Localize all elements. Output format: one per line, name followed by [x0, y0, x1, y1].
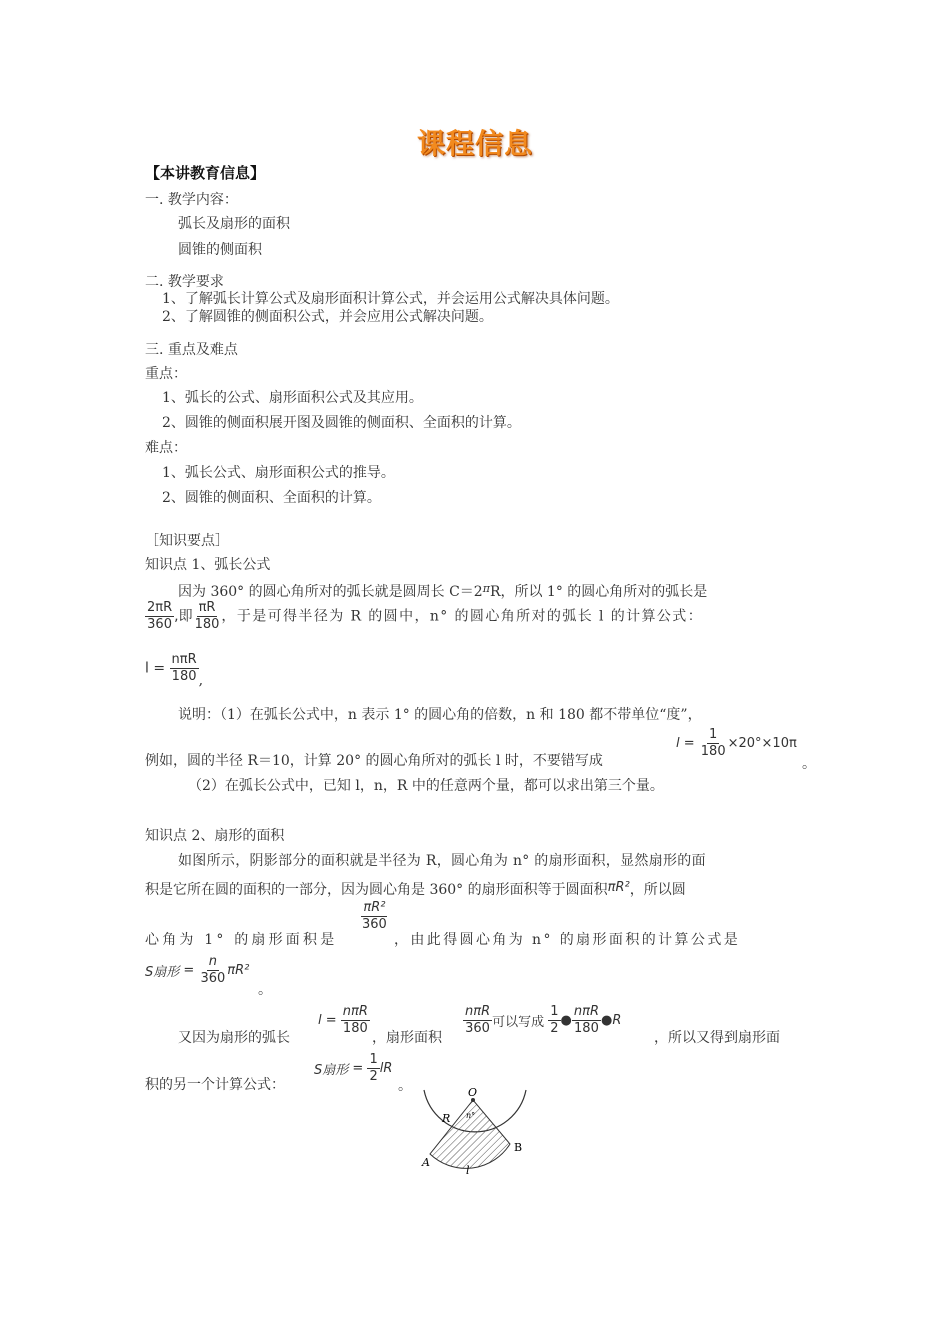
key-points-head: 三. 重点及难点 — [145, 342, 238, 358]
numerator: nπR — [171, 652, 197, 667]
wrong-formula — [676, 727, 797, 760]
fraction-pir-180 — [193, 600, 222, 633]
fraction — [360, 900, 389, 933]
fraction-half — [548, 1004, 560, 1037]
k2-paragraph: 心角为 1° 的扇形面积是 — [145, 932, 338, 948]
k1-paragraph — [178, 579, 707, 602]
separator: ,即 — [174, 608, 193, 625]
k1-formula-line — [145, 600, 703, 633]
teaching-content-head: 一. 教学内容： — [145, 192, 238, 208]
denominator: 180 — [194, 617, 220, 632]
period: 。 — [802, 756, 816, 772]
period: 。 — [398, 1078, 412, 1094]
fraction-pir2-360 — [360, 900, 389, 933]
equals: = — [183, 963, 195, 978]
numerator: nπR — [465, 1004, 491, 1019]
section-header: 【本讲教育信息】 — [145, 164, 266, 182]
requirements-head: 二. 教学要求 — [145, 274, 224, 290]
k1-text: ，于是可得半径为 R 的圆中，n° 的圆心角所对的弧长 l 的计算公式： — [221, 608, 704, 625]
denominator: 2 — [550, 1021, 559, 1036]
formula-lhs: l = — [318, 1013, 337, 1028]
k2-paragraph: 积的另一个计算公式： — [145, 1077, 285, 1093]
pi-symbol: π — [482, 582, 490, 595]
k2-paragraph: ，所以又得到扇形面 — [654, 1030, 780, 1046]
k2-paragraph: ，由此得圆心角为 n° 的扇形面积的计算公式是 — [394, 932, 741, 948]
numerator: 1 — [550, 1004, 559, 1019]
numerator: nπR — [573, 1004, 599, 1019]
arc-length-formula — [145, 652, 203, 691]
fraction — [463, 1004, 492, 1037]
k2-text: 积是它所在圆的面积的一部分，因为圆心角是 360° 的扇形面积等于圆面积 — [145, 882, 608, 898]
label-o: O — [468, 1086, 478, 1099]
numerator: πR² — [363, 900, 386, 915]
comma: , — [198, 672, 204, 689]
k1-note: 例如，圆的半径 R＝10，计算 20° 的圆心角所对的弧长 l 时，不要错写成 — [145, 753, 603, 769]
denominator: 180 — [171, 669, 197, 684]
k1-note: 说明：（1）在弧长公式中，n 表示 1° 的圆心角的倍数，n 和 180 都不带单位“度”， — [178, 707, 702, 723]
k2-paragraph — [145, 878, 686, 900]
fraction-n-360 — [198, 954, 227, 987]
label-r: R — [442, 1112, 451, 1125]
formula-lhs: l = — [676, 736, 695, 751]
k2-paragraph: 又因为扇形的弧长 — [178, 1030, 290, 1046]
hard-head: 难点： — [145, 440, 187, 456]
denominator: 360 — [147, 617, 172, 632]
hard-item: 2、圆锥的侧面积、全面积的计算。 — [162, 490, 381, 506]
key-item: 2、圆锥的侧面积展开图及圆锥的侧面积、全面积的计算。 — [162, 415, 521, 431]
k1-text: 因为 360° 的圆心角所对的弧长就是圆周长 C＝2 — [178, 584, 483, 600]
requirement-item: 2、了解圆锥的侧面积公式，并会应用公式解决问题。 — [162, 309, 493, 325]
fraction — [572, 1004, 601, 1037]
fraction-1-180 — [699, 727, 728, 760]
numerator: n — [208, 954, 217, 969]
teaching-content-item: 弧长及扇形的面积 — [178, 216, 290, 232]
denominator: 360 — [362, 917, 387, 932]
numerator: nπR — [342, 1004, 368, 1019]
denominator: 360 — [200, 971, 226, 986]
page-title: 课程信息 — [416, 127, 533, 160]
sector-area-formula — [145, 954, 249, 987]
k2-head: 知识点 2、扇形的面积 — [145, 828, 285, 844]
period: 。 — [258, 982, 272, 998]
text: 可以写成 — [492, 1015, 545, 1030]
key-item: 1、弧长的公式、扇形面积公式及其应用。 — [162, 390, 423, 406]
label-b: B — [514, 1141, 523, 1154]
label-a: A — [422, 1156, 430, 1169]
lr: lR — [379, 1061, 393, 1076]
numerator: 1 — [709, 727, 718, 742]
fraction-npir-180 — [170, 652, 199, 685]
numerator: 1 — [369, 1052, 378, 1067]
fraction-half — [367, 1052, 379, 1085]
denominator: 2 — [369, 1069, 378, 1084]
requirement-item: 1、了解弧长计算公式及扇形面积计算公式，并会运用公式解决具体问题。 — [162, 291, 619, 307]
k2-paragraph: ，扇形面积 — [372, 1030, 442, 1046]
arc-formula-inline — [318, 1004, 370, 1037]
sector-diagram — [410, 1086, 540, 1178]
key-head: 重点： — [145, 366, 187, 382]
numerator: πR — [198, 600, 216, 615]
sector-area-formula-2 — [314, 1052, 392, 1085]
pi-r-squared: πR² — [227, 963, 250, 978]
k1-head: 知识点 1、弧长公式 — [145, 557, 271, 573]
fraction-2pir-360 — [145, 600, 174, 633]
label-n: n° — [466, 1111, 476, 1120]
denominator: 180 — [342, 1021, 368, 1036]
denominator: 180 — [700, 744, 726, 759]
k2-text: ，所以圆 — [629, 882, 686, 898]
numerator: 2πR — [147, 600, 173, 615]
label-l: l — [466, 1164, 470, 1177]
knowledge-head: ［知识要点］ — [145, 533, 229, 549]
formula-lhs: l = — [145, 660, 166, 677]
teaching-content-item: 圆锥的侧面积 — [178, 242, 262, 258]
sector-rewrite: $\frac{\text{nπR}}{360}$ 可以写成 $\frac{1}{2}$ ● $\frac{\text{nπR}}{180}$ ●R — [465, 1004, 622, 1036]
equals: = — [352, 1061, 364, 1076]
k2-paragraph: 如图所示，阴影部分的面积就是半径为 R，圆心角为 n° 的扇形面积，显然扇形的面 — [178, 853, 706, 869]
formula-lhs: S扇形 — [145, 965, 180, 980]
pi-r-squared: πR² — [607, 880, 630, 895]
hard-item: 1、弧长公式、扇形面积公式的推导。 — [162, 465, 395, 481]
k1-note: （2）在弧长公式中，已知 l，n，R 中的任意两个量，都可以求出第三个量。 — [188, 778, 664, 794]
k1-text: R，所以 1° 的圆心角所对的弧长是 — [489, 584, 708, 600]
fraction — [341, 1004, 370, 1037]
formula-rest: ×20°×10π — [727, 736, 797, 751]
denominator: 180 — [574, 1021, 599, 1036]
denominator: 360 — [465, 1021, 490, 1036]
formula-lhs: S扇形 — [314, 1063, 349, 1078]
